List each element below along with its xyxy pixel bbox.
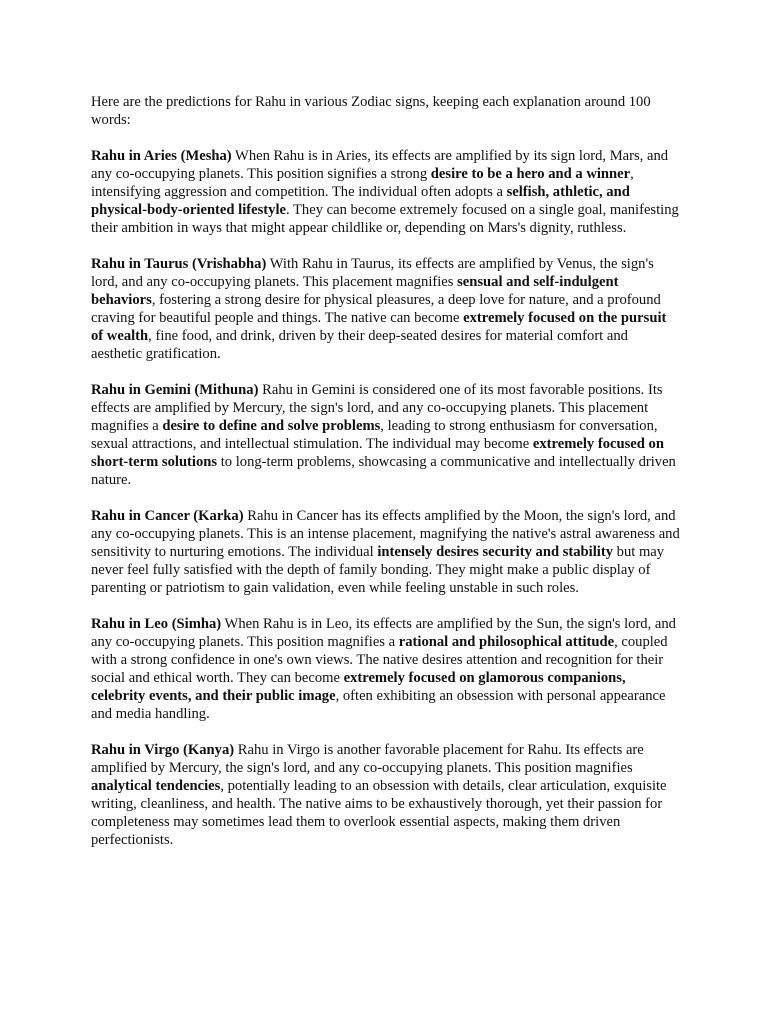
section-text: With Rahu in Taurus, its effects are amplified by Venus, the sign's lord, and any co-occupying planets. This placement magnifies (91, 256, 654, 290)
section-emphasis: selfish, athletic, and physical-body-oriented lifestyle (91, 184, 630, 218)
section-emphasis: extremely focused on short-term solutions (91, 436, 664, 470)
section-leo (91, 615, 681, 723)
section-aries (91, 147, 681, 237)
intro-paragraph: Here are the predictions for Rahu in various Zodiac signs, keeping each explanation around 100 words: (91, 94, 651, 128)
section-text: , coupled with a strong confidence in one's own views. The native desires attention and recognition for their social and ethical worth. They can become (91, 634, 668, 686)
section-virgo (91, 741, 681, 849)
section-emphasis: extremely focused on glamorous companions, celebrity events, and their public image (91, 670, 626, 704)
section-text: , intensifying aggression and competition. The individual often adopts a (91, 166, 634, 200)
section-text: , often exhibiting an obsession with personal appearance and media handling. (91, 688, 666, 722)
section-emphasis: sensual and self-indulgent behaviors (91, 274, 619, 308)
section-emphasis: analytical tendencies (91, 778, 221, 794)
section-heading: Rahu in Cancer (Karka) (91, 508, 244, 524)
section-text: Rahu in Gemini is considered one of its most favorable positions. Its effects are amplified by Mercury, the sign's lord, and any co-occupying planets. This placement magnifies a (91, 382, 663, 434)
section-heading: Rahu in Taurus (Vrishabha) (91, 256, 267, 272)
section-text: . They can become extremely focused on a single goal, manifesting their ambition in ways that might appear childlike or, depending on Mars's dignity, ruthless. (91, 202, 679, 236)
document-page (91, 93, 681, 867)
section-text: , fostering a strong desire for physical pleasures, a deep love for nature, and a profound craving for beautiful people and things. The native can become (91, 292, 661, 326)
section-emphasis: intensely desires security and stability (377, 544, 613, 560)
section-cancer (91, 507, 681, 597)
section-text: Rahu in Virgo is another favorable placement for Rahu. Its effects are amplified by Mercury, the sign's lord, and any co-occupying planets. This position magnifies (91, 742, 644, 776)
section-gemini (91, 381, 681, 489)
section-heading: Rahu in Gemini (Mithuna) (91, 382, 259, 398)
section-emphasis: rational and philosophical attitude (398, 634, 615, 650)
section-heading: Rahu in Leo (Simha) (91, 616, 222, 632)
section-emphasis: desire to be a hero and a winner (430, 166, 631, 182)
section-text: to long-term problems, showcasing a communicative and intellectually driven nature. (91, 454, 676, 488)
section-text: , fine food, and drink, driven by their deep-seated desires for material comfort and aesthetic gratification. (91, 328, 628, 362)
section-emphasis: extremely focused on the pursuit of wealth (91, 310, 667, 344)
section-text: Rahu in Cancer has its effects amplified by the Moon, the sign's lord, and any co-occupying planets. This is an intense placement, magnifying the native's astral awareness and sensitivity to nurturing emotions. The individual (91, 508, 680, 560)
section-text: When Rahu is in Leo, its effects are amplified by the Sun, the sign's lord, and any co-occupying planets. This position magnifies a (91, 616, 676, 650)
section-text: , potentially leading to an obsession with details, clear articulation, exquisite writing, cleanliness, and health. The native aims to be exhaustively thorough, yet their passion for completeness may sometimes lead them to overlook essential aspects, making them driven perfectionists. (91, 778, 667, 848)
section-emphasis: desire to define and solve problems (162, 418, 381, 434)
section-text: , leading to strong enthusiasm for conversation, sexual attractions, and intellectual stimulation. The individual may become (91, 418, 658, 452)
section-heading: Rahu in Aries (Mesha) (91, 148, 232, 164)
section-heading: Rahu in Virgo (Kanya) (91, 742, 235, 758)
section-text: When Rahu is in Aries, its effects are amplified by its sign lord, Mars, and any co-occupying planets. This position signifies a strong (91, 148, 669, 182)
section-text: but may never feel fully satisfied with the depth of family bonding. They might make a public display of parenting or patriotism to gain validation, even while feeling unstable in such roles. (91, 544, 665, 596)
section-taurus (91, 255, 681, 363)
